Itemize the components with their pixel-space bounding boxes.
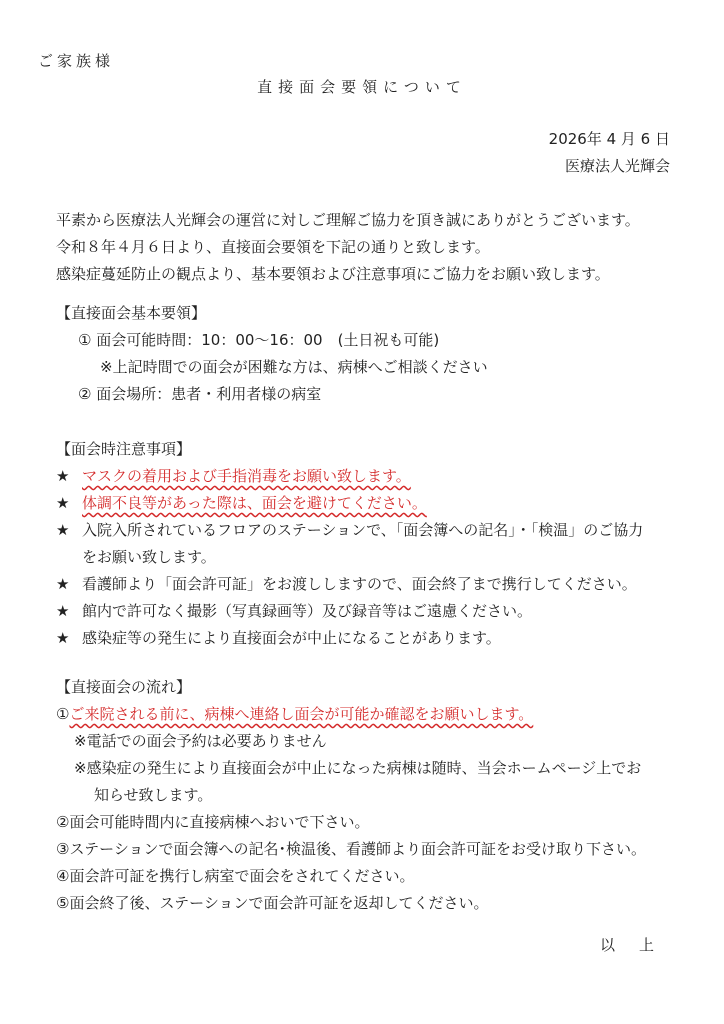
- flow-step-1-number: ①: [56, 705, 70, 723]
- star-icon: ★: [56, 521, 70, 539]
- basic-item-2-text: 面会場所：患者・利用者様の病室: [96, 385, 322, 403]
- flow-step-4: ④面会許可証を携行し病室で面会をされてください。: [56, 867, 415, 885]
- note-item-2: [56, 490, 643, 517]
- flow-step-1-note-2: ※感染症の発生により直接面会が中止になった病棟は随時、当会ホームページ上でお: [74, 759, 642, 777]
- basic-item-2: [56, 381, 488, 408]
- note-item-3-continued: [56, 544, 643, 571]
- note-item-3-text: 入院入所されているフロアのステーションで、「面会簿への記名」・「検温」のご協力: [82, 521, 644, 539]
- flow-step-3: ③ステーションで面会簿への記名･検温後、看護師より面会許可証をお受け取り下さい。: [56, 840, 647, 858]
- basic-section-title: 【直接面会基本要領】: [56, 304, 207, 322]
- note-item-2-text: 体調不良等があった際は、面会を避けてください。: [82, 494, 427, 512]
- flow-step-1: [56, 701, 646, 728]
- basic-item-1-text: 面会可能時間：10：00〜16：00 (土日祝も可能): [96, 331, 440, 349]
- note-item-1-text: マスクの着用および手指消毒をお願い致します。: [82, 467, 411, 485]
- flow-step-1-text: ご来院される前に、病棟へ連絡し面会が可能か確認をお願いします。: [69, 705, 534, 723]
- document-date: 2026年 4 月 6 日: [548, 130, 670, 148]
- intro-line-1: 平素から医療法人光輝会の運営に対しご理解ご協力を頂き誠にありがとうございます。: [56, 211, 640, 229]
- flow-step-1-note-2-continued: 知らせ致します。: [94, 786, 213, 804]
- note-item-6-text: 感染症等の発生により直接面会が中止になることがあります。: [82, 629, 501, 647]
- note-item-4: [56, 571, 643, 598]
- basic-section: [56, 300, 488, 408]
- star-icon: ★: [56, 467, 70, 485]
- addressee: ご家族様: [38, 52, 115, 70]
- notes-section: [56, 436, 643, 652]
- note-item-3-continued-text: をお願い致します。: [82, 548, 216, 566]
- document-title: 直接面会要領について: [257, 78, 467, 96]
- intro-line-2: 令和８年４月６日より、直接面会要領を下記の通りと致します。: [56, 238, 490, 256]
- note-item-1: [56, 463, 643, 490]
- basic-item-1-note: [56, 354, 488, 381]
- flow-step-5: ⑤面会終了後、ステーションで面会許可証を返却してください。: [56, 894, 489, 912]
- basic-item-2-number: ②: [78, 385, 92, 403]
- intro-paragraph: [56, 207, 640, 288]
- note-item-5-text: 館内で許可なく撮影（写真録画等）及び録音等はご遠慮ください。: [82, 602, 533, 620]
- closing-mark: 以上: [599, 936, 678, 954]
- star-icon: ★: [56, 494, 70, 512]
- note-item-5: [56, 598, 643, 625]
- basic-item-1: [56, 327, 488, 354]
- flow-step-1-note-1: ※電話での面会予約は必要ありません: [74, 732, 327, 750]
- star-icon: ★: [56, 629, 70, 647]
- flow-section-title: 【直接面会の流れ】: [56, 678, 192, 696]
- basic-item-1-number: ①: [78, 331, 92, 349]
- organization-name: 医療法人光輝会: [564, 157, 670, 175]
- flow-step-2: ②面会可能時間内に直接病棟へおいで下さい。: [56, 813, 370, 831]
- intro-line-3: 感染症蔓延防止の観点より、基本要領および注意事項にご協力をお願い致します。: [56, 265, 610, 283]
- flow-section: [56, 674, 646, 917]
- note-item-6: [56, 625, 643, 652]
- notes-section-title: 【面会時注意事項】: [56, 440, 192, 458]
- basic-item-1-note-text: ※上記時間での面会が困難な方は、病棟へご相談ください: [100, 358, 488, 376]
- star-icon: ★: [56, 575, 70, 593]
- star-icon: ★: [56, 602, 70, 620]
- note-item-4-text: 看護師より「面会許可証」をお渡ししますので、面会終了まで携行してください。: [82, 575, 637, 593]
- note-item-3: [56, 517, 643, 544]
